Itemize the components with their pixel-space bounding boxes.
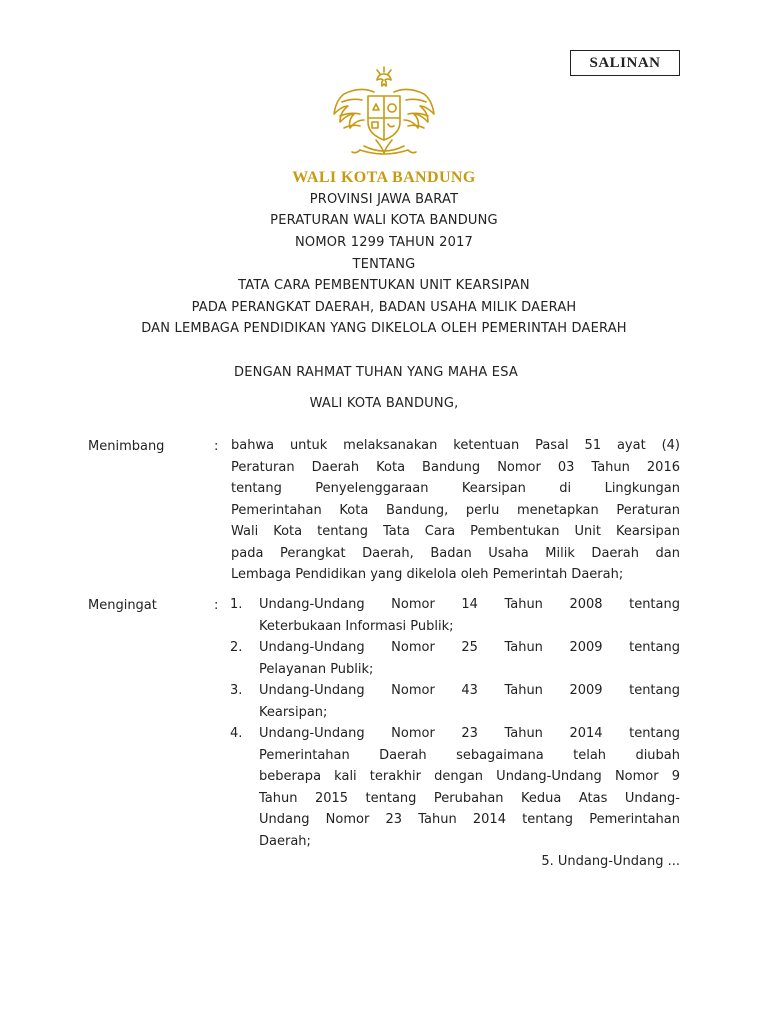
item-line: Pelayanan Publik;: [259, 661, 374, 677]
item-line: beberapa kali terakhir dengan Undang-Undang Nomor 9: [259, 769, 680, 784]
menimbang-line: Wali Kota tentang Tata Cara Pembentukan Unit Kearsipan: [231, 524, 680, 539]
menimbang-line: Lembaga Pendidikan yang dikelola oleh Pemerintah Daerah;: [231, 567, 624, 582]
issuing-authority-title: WALI KOTA BANDUNG: [292, 169, 476, 186]
issuer-heading: WALI KOTA BANDUNG,: [309, 396, 459, 411]
item-number: 3.: [230, 683, 243, 698]
item-number: 1.: [230, 597, 243, 612]
mengingat-label: Mengingat: [88, 598, 157, 613]
item-line: Daerah;: [259, 833, 311, 849]
page-continuation-catchword: 5. Undang-Undang ...: [541, 854, 680, 869]
item-line: Pemerintahan Daerah sebagaimana telah diubah: [259, 747, 680, 763]
mengingat-colon: :: [214, 598, 219, 613]
menimbang-line: pada Perangkat Daerah, Badan Usaha Milik Daerah dan: [231, 545, 680, 561]
menimbang-paragraph: [231, 435, 680, 586]
item-number: 2.: [230, 640, 243, 655]
item-line: Kearsipan;: [259, 704, 328, 720]
menimbang-label: Menimbang: [88, 439, 165, 454]
item-line: Keterbukaan Informasi Publik;: [259, 618, 454, 634]
menimbang-line: tentang Penyelenggaraan Kearsipan di Lingkungan: [231, 481, 680, 496]
about-heading: TENTANG: [352, 257, 416, 272]
menimbang-line: Pemerintahan Kota Bandung, perlu menetapkan Peraturan: [231, 502, 680, 518]
regulation-title-line: PADA PERANGKAT DAERAH, BADAN USAHA MILIK DAERAH: [191, 300, 577, 315]
menimbang-line: bahwa untuk melaksanakan ketentuan Pasal 51 ayat (4): [231, 438, 680, 453]
province-heading: PROVINSI JAWA BARAT: [309, 192, 459, 207]
regulation-heading: PERATURAN WALI KOTA BANDUNG: [270, 213, 498, 228]
item-line: Undang-Undang Nomor 43 Tahun 2009 tentang: [259, 683, 680, 698]
regulation-title-line: DAN LEMBAGA PENDIDIKAN YANG DIKELOLA OLEH PEMERINTAH DAERAH: [141, 321, 627, 336]
item-number: 4.: [230, 726, 243, 741]
item-line: Undang Nomor 23 Tahun 2014 tentang Pemerintahan: [259, 812, 680, 827]
regulation-title-line: TATA CARA PEMBENTUKAN UNIT KEARSIPAN: [238, 278, 530, 293]
item-line: Undang-Undang Nomor 14 Tahun 2008 tentang: [259, 597, 680, 612]
item-line: Tahun 2015 tentang Perubahan Kedua Atas Undang-: [259, 790, 680, 806]
item-line: Undang-Undang Nomor 23 Tahun 2014 tentang: [259, 726, 680, 741]
menimbang-colon: :: [214, 439, 219, 454]
menimbang-line: Peraturan Daerah Kota Bandung Nomor 03 Tahun 2016: [231, 459, 680, 475]
invocation-heading: DENGAN RAHMAT TUHAN YANG MAHA ESA: [234, 365, 518, 380]
salinan-stamp: SALINAN: [570, 50, 680, 76]
item-line: Undang-Undang Nomor 25 Tahun 2009 tentang: [259, 640, 680, 655]
garuda-pancasila-emblem-icon: [330, 66, 438, 166]
regulation-number: NOMOR 1299 TAHUN 2017: [294, 235, 474, 250]
